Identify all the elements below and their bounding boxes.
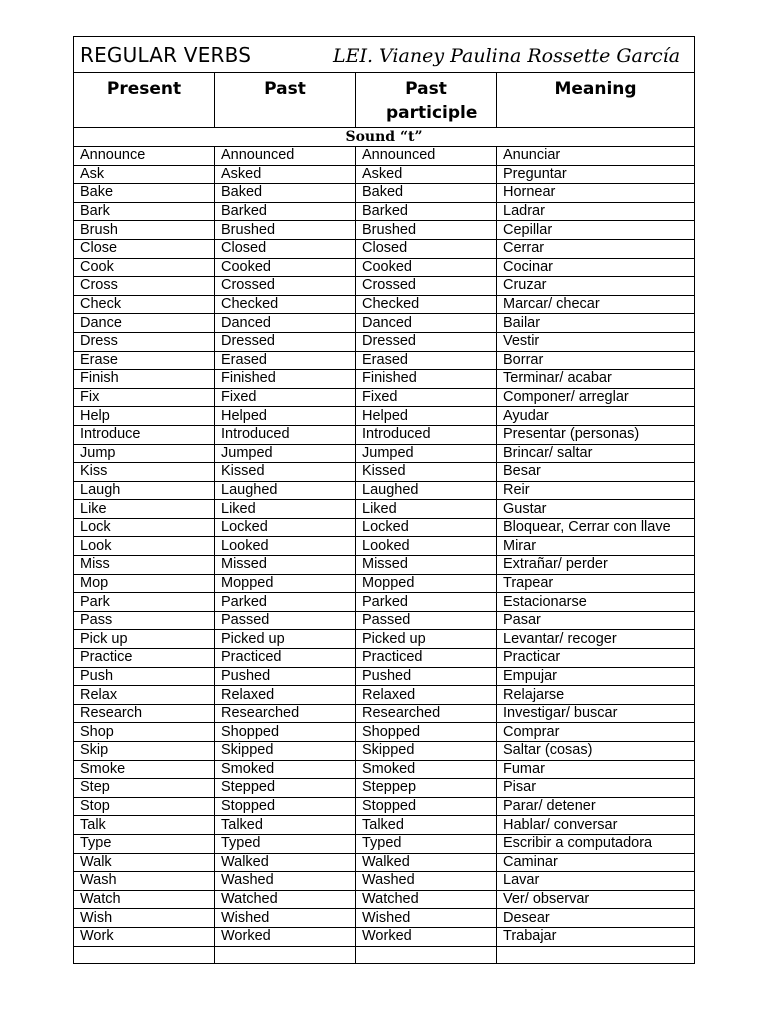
column-header-meaning: Meaning xyxy=(497,73,695,128)
table-row xyxy=(74,816,695,835)
cell-past-participle: Shopped xyxy=(356,723,497,742)
table-row xyxy=(74,239,695,258)
cell-present: Check xyxy=(74,295,215,314)
cell-past: Jumped xyxy=(215,444,356,463)
cell-meaning: Levantar/ recoger xyxy=(497,630,695,649)
verb-sheet xyxy=(73,36,694,964)
cell-past-participle: Crossed xyxy=(356,277,497,296)
table-row xyxy=(74,853,695,872)
cell-present: Mop xyxy=(74,574,215,593)
cell-present: Jump xyxy=(74,444,215,463)
section-row xyxy=(74,128,695,147)
cell-past: Worked xyxy=(215,927,356,946)
table-row xyxy=(74,370,695,389)
cell-past-participle: Picked up xyxy=(356,630,497,649)
cell-meaning: Cruzar xyxy=(497,277,695,296)
cell-past-participle: Checked xyxy=(356,295,497,314)
cell-past: Locked xyxy=(215,518,356,537)
cell-past: Finished xyxy=(215,370,356,389)
cell-past: Looked xyxy=(215,537,356,556)
cell-present: Wish xyxy=(74,909,215,928)
table-row xyxy=(74,518,695,537)
cell-present: Brush xyxy=(74,221,215,240)
cell-past-participle: Asked xyxy=(356,165,497,184)
table-row xyxy=(74,537,695,556)
cell-past-participle: Jumped xyxy=(356,444,497,463)
cell-present: Miss xyxy=(74,556,215,575)
cell-past: Researched xyxy=(215,704,356,723)
cell-meaning: Lavar xyxy=(497,872,695,891)
cell-past: Mopped xyxy=(215,574,356,593)
cell-present: Look xyxy=(74,537,215,556)
cell-present: Like xyxy=(74,500,215,519)
cell-past: Fixed xyxy=(215,388,356,407)
cell-past: Closed xyxy=(215,239,356,258)
empty-cell xyxy=(497,946,695,963)
table-row xyxy=(74,779,695,798)
cell-meaning: Terminar/ acabar xyxy=(497,370,695,389)
table-row xyxy=(74,742,695,761)
table-row xyxy=(74,630,695,649)
cell-past: Checked xyxy=(215,295,356,314)
table-row xyxy=(74,593,695,612)
table-row xyxy=(74,444,695,463)
cell-present: Fix xyxy=(74,388,215,407)
empty-cell xyxy=(215,946,356,963)
cell-past-participle: Liked xyxy=(356,500,497,519)
cell-present: Pick up xyxy=(74,630,215,649)
cell-meaning: Componer/ arreglar xyxy=(497,388,695,407)
cell-past: Erased xyxy=(215,351,356,370)
cell-present: Type xyxy=(74,834,215,853)
table-body xyxy=(74,147,695,947)
cell-present: Help xyxy=(74,407,215,426)
cell-past: Announced xyxy=(215,147,356,166)
cell-meaning: Estacionarse xyxy=(497,593,695,612)
table-row xyxy=(74,407,695,426)
cell-past-participle: Washed xyxy=(356,872,497,891)
cell-present: Practice xyxy=(74,649,215,668)
cell-past-participle: Introduced xyxy=(356,425,497,444)
table-row xyxy=(74,611,695,630)
table-row xyxy=(74,927,695,946)
table-row xyxy=(74,890,695,909)
cell-past: Walked xyxy=(215,853,356,872)
cell-present: Finish xyxy=(74,370,215,389)
cell-past: Helped xyxy=(215,407,356,426)
table-row xyxy=(74,686,695,705)
cell-meaning: Escribir a computadora xyxy=(497,834,695,853)
cell-present: Skip xyxy=(74,742,215,761)
cell-present: Laugh xyxy=(74,481,215,500)
cell-present: Push xyxy=(74,667,215,686)
cell-past: Barked xyxy=(215,202,356,221)
cell-present: Close xyxy=(74,239,215,258)
cell-past-participle: Relaxed xyxy=(356,686,497,705)
cell-meaning: Gustar xyxy=(497,500,695,519)
cell-present: Watch xyxy=(74,890,215,909)
table-row xyxy=(74,388,695,407)
cell-present: Bark xyxy=(74,202,215,221)
cell-present: Cook xyxy=(74,258,215,277)
cell-meaning: Borrar xyxy=(497,351,695,370)
cell-past-participle: Walked xyxy=(356,853,497,872)
cell-meaning: Pasar xyxy=(497,611,695,630)
cell-past: Baked xyxy=(215,184,356,203)
table-row xyxy=(74,258,695,277)
section-label: Sound “t” xyxy=(74,128,695,147)
table-row xyxy=(74,872,695,891)
cell-past: Relaxed xyxy=(215,686,356,705)
cell-present: Announce xyxy=(74,147,215,166)
cell-past-participle: Cooked xyxy=(356,258,497,277)
title-row xyxy=(74,37,695,73)
cell-past-participle: Wished xyxy=(356,909,497,928)
cell-past: Shopped xyxy=(215,723,356,742)
cell-past-participle: Locked xyxy=(356,518,497,537)
cell-past-participle: Barked xyxy=(356,202,497,221)
cell-meaning: Presentar (personas) xyxy=(497,425,695,444)
cell-past: Typed xyxy=(215,834,356,853)
cell-past-participle: Baked xyxy=(356,184,497,203)
cell-present: Talk xyxy=(74,816,215,835)
cell-past-participle: Finished xyxy=(356,370,497,389)
column-header-past-participle: Past participle xyxy=(356,73,497,128)
cell-present: Introduce xyxy=(74,425,215,444)
cell-past: Practiced xyxy=(215,649,356,668)
cell-meaning: Trapear xyxy=(497,574,695,593)
table-row xyxy=(74,314,695,333)
cell-past-participle: Danced xyxy=(356,314,497,333)
column-header-past: Past xyxy=(215,73,356,128)
cell-present: Stop xyxy=(74,797,215,816)
cell-meaning: Anunciar xyxy=(497,147,695,166)
cell-past: Picked up xyxy=(215,630,356,649)
column-header-present: Present xyxy=(74,73,215,128)
cell-meaning: Saltar (cosas) xyxy=(497,742,695,761)
cell-past-participle: Pushed xyxy=(356,667,497,686)
table-row xyxy=(74,500,695,519)
table-row xyxy=(74,797,695,816)
cell-past-participle: Brushed xyxy=(356,221,497,240)
cell-past-participle: Steppep xyxy=(356,779,497,798)
cell-present: Park xyxy=(74,593,215,612)
cell-present: Research xyxy=(74,704,215,723)
cell-past-participle: Fixed xyxy=(356,388,497,407)
cell-present: Step xyxy=(74,779,215,798)
cell-past-participle: Dressed xyxy=(356,332,497,351)
cell-meaning: Fumar xyxy=(497,760,695,779)
cell-meaning: Preguntar xyxy=(497,165,695,184)
table-row xyxy=(74,184,695,203)
cell-past: Talked xyxy=(215,816,356,835)
cell-past-participle: Typed xyxy=(356,834,497,853)
cell-past: Liked xyxy=(215,500,356,519)
cell-past-participle: Smoked xyxy=(356,760,497,779)
table-row xyxy=(74,147,695,166)
cell-meaning: Empujar xyxy=(497,667,695,686)
cell-meaning: Practicar xyxy=(497,649,695,668)
empty-cell xyxy=(356,946,497,963)
cell-present: Lock xyxy=(74,518,215,537)
cell-meaning: Ladrar xyxy=(497,202,695,221)
cell-past-participle: Researched xyxy=(356,704,497,723)
cell-past: Stopped xyxy=(215,797,356,816)
cell-past: Danced xyxy=(215,314,356,333)
cell-meaning: Marcar/ checar xyxy=(497,295,695,314)
author-name: LEI. Vianey Paulina Rossette García xyxy=(332,44,681,67)
cell-past-participle: Parked xyxy=(356,593,497,612)
table-row xyxy=(74,295,695,314)
cell-past: Cooked xyxy=(215,258,356,277)
cell-past: Skipped xyxy=(215,742,356,761)
cell-present: Bake xyxy=(74,184,215,203)
table-row xyxy=(74,463,695,482)
cell-past: Kissed xyxy=(215,463,356,482)
cell-past: Missed xyxy=(215,556,356,575)
empty-row xyxy=(74,946,695,963)
cell-past: Asked xyxy=(215,165,356,184)
cell-past-participle: Talked xyxy=(356,816,497,835)
cell-meaning: Reir xyxy=(497,481,695,500)
table-row xyxy=(74,760,695,779)
cell-meaning: Cocinar xyxy=(497,258,695,277)
cell-meaning: Caminar xyxy=(497,853,695,872)
cell-meaning: Cepillar xyxy=(497,221,695,240)
table-row xyxy=(74,202,695,221)
cell-meaning: Extrañar/ perder xyxy=(497,556,695,575)
cell-past: Brushed xyxy=(215,221,356,240)
cell-present: Erase xyxy=(74,351,215,370)
cell-present: Ask xyxy=(74,165,215,184)
cell-past: Parked xyxy=(215,593,356,612)
cell-past: Smoked xyxy=(215,760,356,779)
cell-present: Wash xyxy=(74,872,215,891)
cell-present: Dance xyxy=(74,314,215,333)
cell-past-participle: Worked xyxy=(356,927,497,946)
table-row xyxy=(74,909,695,928)
cell-present: Relax xyxy=(74,686,215,705)
table-row xyxy=(74,165,695,184)
table-row xyxy=(74,277,695,296)
cell-present: Pass xyxy=(74,611,215,630)
cell-present: Shop xyxy=(74,723,215,742)
cell-past-participle: Watched xyxy=(356,890,497,909)
cell-past-participle: Skipped xyxy=(356,742,497,761)
cell-meaning: Brincar/ saltar xyxy=(497,444,695,463)
cell-past: Pushed xyxy=(215,667,356,686)
cell-meaning: Bailar xyxy=(497,314,695,333)
cell-past-participle: Stopped xyxy=(356,797,497,816)
cell-past-participle: Erased xyxy=(356,351,497,370)
cell-past-participle: Looked xyxy=(356,537,497,556)
table-row xyxy=(74,574,695,593)
cell-past: Introduced xyxy=(215,425,356,444)
cell-past-participle: Helped xyxy=(356,407,497,426)
cell-present: Work xyxy=(74,927,215,946)
table-row xyxy=(74,649,695,668)
cell-past-participle: Laughed xyxy=(356,481,497,500)
cell-meaning: Bloquear, Cerrar con llave xyxy=(497,518,695,537)
table-row xyxy=(74,704,695,723)
cell-meaning: Vestir xyxy=(497,332,695,351)
table-row xyxy=(74,221,695,240)
header-row xyxy=(74,73,695,128)
cell-meaning: Comprar xyxy=(497,723,695,742)
cell-present: Cross xyxy=(74,277,215,296)
cell-past: Wished xyxy=(215,909,356,928)
cell-past-participle: Missed xyxy=(356,556,497,575)
cell-meaning: Parar/ detener xyxy=(497,797,695,816)
cell-past-participle: Mopped xyxy=(356,574,497,593)
cell-meaning: Relajarse xyxy=(497,686,695,705)
table-row xyxy=(74,425,695,444)
title-cell xyxy=(74,37,695,73)
table-row xyxy=(74,556,695,575)
cell-meaning: Pisar xyxy=(497,779,695,798)
cell-meaning: Investigar/ buscar xyxy=(497,704,695,723)
cell-past-participle: Closed xyxy=(356,239,497,258)
cell-meaning: Desear xyxy=(497,909,695,928)
cell-past: Washed xyxy=(215,872,356,891)
verbs-table xyxy=(73,36,695,964)
table-row xyxy=(74,667,695,686)
cell-present: Kiss xyxy=(74,463,215,482)
empty-cell xyxy=(74,946,215,963)
table-row xyxy=(74,351,695,370)
cell-past-participle: Practiced xyxy=(356,649,497,668)
cell-past: Crossed xyxy=(215,277,356,296)
cell-past: Stepped xyxy=(215,779,356,798)
cell-present: Smoke xyxy=(74,760,215,779)
cell-present: Walk xyxy=(74,853,215,872)
cell-past: Laughed xyxy=(215,481,356,500)
table-row xyxy=(74,834,695,853)
table-row xyxy=(74,723,695,742)
cell-past: Dressed xyxy=(215,332,356,351)
cell-meaning: Besar xyxy=(497,463,695,482)
cell-meaning: Ayudar xyxy=(497,407,695,426)
cell-meaning: Trabajar xyxy=(497,927,695,946)
cell-past-participle: Passed xyxy=(356,611,497,630)
cell-meaning: Hablar/ conversar xyxy=(497,816,695,835)
cell-past: Watched xyxy=(215,890,356,909)
cell-meaning: Hornear xyxy=(497,184,695,203)
cell-meaning: Mirar xyxy=(497,537,695,556)
cell-past: Passed xyxy=(215,611,356,630)
cell-past-participle: Kissed xyxy=(356,463,497,482)
cell-past-participle: Announced xyxy=(356,147,497,166)
table-row xyxy=(74,481,695,500)
cell-meaning: Cerrar xyxy=(497,239,695,258)
cell-meaning: Ver/ observar xyxy=(497,890,695,909)
table-row xyxy=(74,332,695,351)
page-title: REGULAR VERBS xyxy=(80,42,252,67)
cell-present: Dress xyxy=(74,332,215,351)
